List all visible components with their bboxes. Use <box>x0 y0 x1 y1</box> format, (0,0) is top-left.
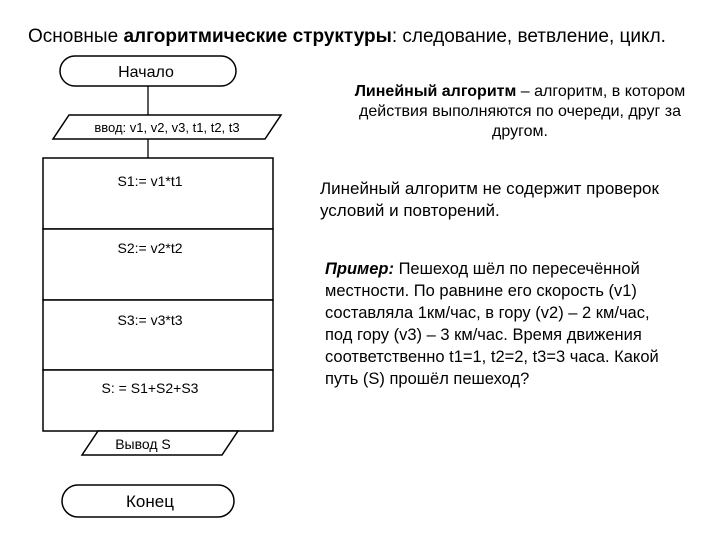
start-label: Начало <box>118 64 174 81</box>
output-label: Вывод S <box>115 436 171 452</box>
process-s3 <box>43 300 273 370</box>
example-body: Пешеход шёл по пересечённой местности. По равнине его скорость (v1) составляла 1км/час, в гору (v2) – 2 км/час, под гору (v3) – 3 км/час. Время движения соответственно t1=1, t2=2, t3=3 часа. Какой путь (S) прошёл пешеход? <box>325 260 659 388</box>
title-prefix: Основные <box>28 26 124 47</box>
definition-term: Линейный алгоритм <box>354 83 517 100</box>
input-label: ввод: v1, v2, v3, t1, t2, t3 <box>94 120 240 135</box>
title-bold: алгоритмические структуры <box>123 26 392 47</box>
s3-label: S3:= v3*t3 <box>117 312 183 328</box>
definition-body: – алгоритм, в котором действия выполняются по очереди, друг за другом. <box>359 83 686 140</box>
example-text <box>325 258 665 390</box>
definition-text <box>345 82 695 142</box>
process-s1 <box>43 158 273 229</box>
s-label: S: = S1+S2+S3 <box>101 380 199 396</box>
title-rest: : следование, ветвление, цикл. <box>391 26 666 47</box>
note-text: Линейный алгоритм не содержит проверок условий и повторений. <box>320 179 659 220</box>
end-label: Конец <box>126 492 174 511</box>
s1-label: S1:= v1*t1 <box>117 173 183 189</box>
example-label: Пример: <box>325 260 394 278</box>
s2-label: S2:= v2*t2 <box>117 240 183 256</box>
